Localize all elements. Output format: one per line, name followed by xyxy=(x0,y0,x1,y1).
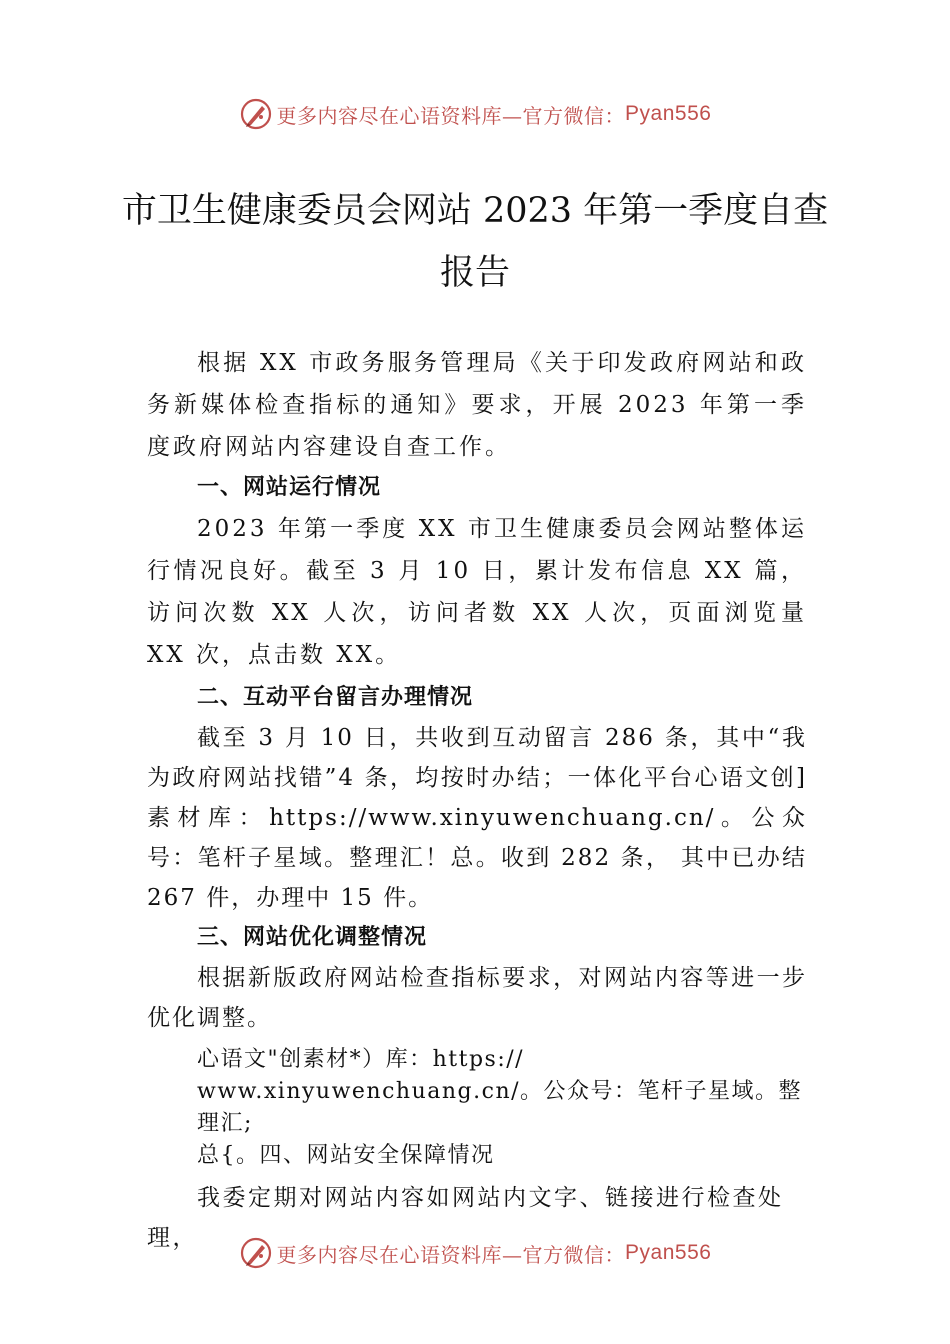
watermark-middle: 官方微信： xyxy=(522,1242,626,1267)
watermark-header xyxy=(0,94,950,134)
section-2-paragraph: 截至 3 月 10 日，共收到互动留言 286 条，其中“我为政府网站找错”4 条，均按时办结；一体化平台心语文创]素材库：https://www.xinyuwenchuang.cn/。公众号：笔杆子星域。整理汇！总。收到 282 条， 其中已办结 267 件，办理中 15 件。 xyxy=(147,725,807,911)
inline-watermark-block xyxy=(147,1044,807,1172)
pen-logo-icon xyxy=(239,1236,273,1270)
section-1-paragraph: 2023 年第一季度 XX 市卫生健康委员会网站整体运行情况良好。截至 3 月 10 日，累计发布信息 XX 篇，访问次数 XX 人次，访问者数 XX 人次，页面浏览量 XX 次，点击数 XX。 xyxy=(147,516,807,668)
section-2-heading: 二、互动平台留言办理情况 xyxy=(197,685,474,710)
document-title: 市卫生健康委员会网站 2023 年第一季度自查报告 xyxy=(121,191,829,293)
inline-line-1: 心语文"创素材*）库：https:// xyxy=(197,1047,525,1072)
section-4-paragraph: 我委定期对网站内容如网站内文字、链接进行检查处理， xyxy=(147,1185,784,1251)
watermark-wechat-id: Pyan556 xyxy=(625,102,712,125)
section-3-paragraph: 根据新版政府网站检查指标要求，对网站内容等进一步优化调整。 xyxy=(147,965,807,1031)
document-body xyxy=(147,342,807,1258)
section-1-heading: 一、网站运行情况 xyxy=(197,475,382,500)
section-3-heading: 三、网站优化调整情况 xyxy=(197,925,428,950)
pen-logo-icon xyxy=(239,97,273,131)
inline-line-2: www.xinyuwenchuang.cn/。公众号：笔杆子星域。整理汇; xyxy=(197,1079,803,1136)
watermark-prefix: 更多内容尽在心语资料库— xyxy=(276,1242,523,1267)
inline-line-3: 总{。四、网站安全保障情况 xyxy=(197,1143,495,1168)
watermark-middle: 官方微信： xyxy=(522,103,626,128)
watermark-wechat-id: Pyan556 xyxy=(625,1241,712,1264)
intro-paragraph: 根据 XX 市政务服务管理局《关于印发政府网站和政务新媒体检查指标的通知》要求，开展 2023 年第一季度政府网站内容建设自查工作。 xyxy=(147,350,807,460)
watermark-prefix: 更多内容尽在心语资料库— xyxy=(276,103,523,128)
watermark-footer xyxy=(0,1233,950,1273)
